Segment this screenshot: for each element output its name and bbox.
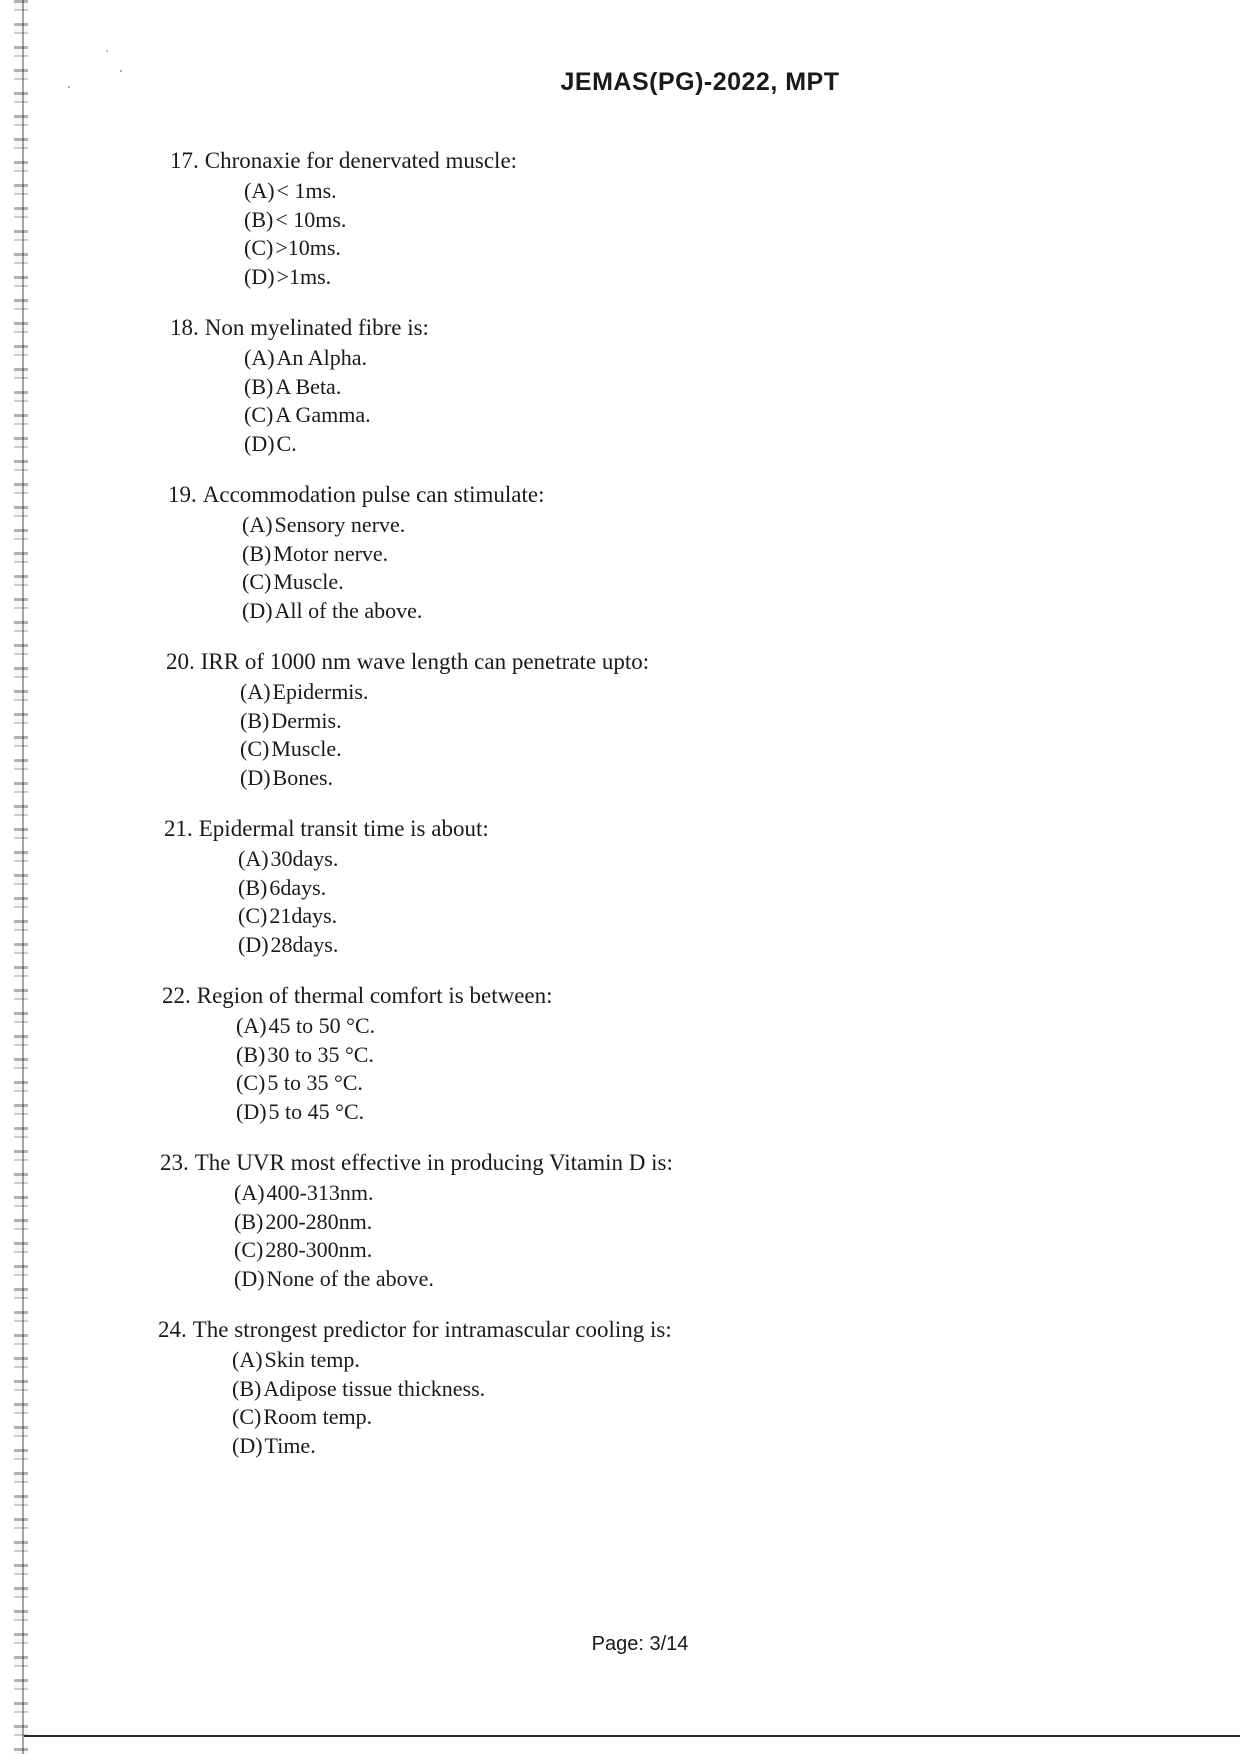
option-list [234, 1179, 1070, 1293]
question-item [160, 1148, 1070, 1293]
option-item [232, 1375, 1070, 1404]
option-letter: (B) [232, 1375, 262, 1401]
question-item [158, 1315, 1070, 1460]
option-letter: (D) [232, 1432, 263, 1458]
option-letter: (D) [236, 1098, 267, 1124]
option-letter: (C) [244, 402, 274, 427]
question-text: Accommodation pulse can stimulate: [202, 482, 545, 507]
option-list [238, 845, 1070, 959]
option-letter: (B) [236, 1041, 266, 1067]
question-number: 20. [166, 649, 195, 674]
option-item [232, 1432, 1070, 1461]
option-item [234, 1208, 1070, 1237]
question-number: 24. [158, 1317, 187, 1342]
option-letter: (A) [232, 1347, 263, 1372]
option-text: 200-280nm. [265, 1208, 373, 1234]
question-text: Epidermal transit time is about: [198, 816, 489, 841]
question-stem [160, 1148, 1070, 1177]
option-text: Muscle. [271, 736, 342, 761]
scan-binding-line [22, 0, 24, 1754]
question-text: Chronaxie for denervated muscle: [204, 148, 518, 173]
option-letter: (A) [242, 512, 273, 537]
option-item [232, 1403, 1070, 1432]
option-text: A Gamma. [275, 402, 371, 427]
scan-binding-edge [14, 0, 28, 1754]
option-letter: (D) [240, 764, 271, 790]
option-text: Epidermis. [272, 679, 369, 704]
option-text: Sensory nerve. [274, 512, 406, 537]
option-item [240, 678, 1070, 707]
option-item [236, 1098, 1070, 1127]
question-stem [170, 146, 1070, 175]
question-number: 21. [164, 816, 193, 841]
option-item [238, 931, 1070, 960]
exam-title: JEMAS(PG)-2022, MPT [560, 68, 840, 96]
option-letter: (C) [234, 1237, 264, 1262]
page-footer [0, 1633, 1240, 1656]
option-text: None of the above. [266, 1265, 434, 1291]
option-item [244, 177, 1070, 206]
option-text: < 10ms. [275, 206, 347, 232]
option-letter: (C) [236, 1070, 266, 1095]
option-item [238, 845, 1070, 874]
option-list [242, 511, 1070, 625]
question-text: The strongest predictor for intramascular cooling is: [192, 1317, 672, 1342]
question-stem [170, 313, 1070, 342]
option-letter: (B) [240, 707, 270, 733]
option-letter: (C) [238, 903, 268, 928]
option-letter: (C) [232, 1404, 262, 1429]
question-stem [164, 814, 1070, 843]
question-text: IRR of 1000 nm wave length can penetrate upto: [200, 649, 650, 674]
option-letter: (D) [234, 1265, 265, 1291]
option-letter: (A) [236, 1013, 267, 1038]
question-number: 17. [170, 148, 199, 173]
option-item [232, 1346, 1070, 1375]
bottom-border-line [24, 1735, 1240, 1737]
option-item [234, 1179, 1070, 1208]
option-text: 30 to 35 °C. [267, 1041, 374, 1067]
option-item [234, 1236, 1070, 1265]
option-list [244, 344, 1070, 458]
option-letter: (B) [244, 206, 274, 232]
question-text: The UVR most effective in producing Vitamin D is: [194, 1150, 673, 1175]
option-text: A Beta. [275, 373, 342, 399]
option-list [232, 1346, 1070, 1460]
option-text: 30days. [270, 846, 339, 871]
option-text: 21days. [269, 903, 338, 928]
option-letter: (B) [244, 373, 274, 399]
option-item [234, 1265, 1070, 1294]
question-item [170, 146, 1070, 291]
option-text: Dermis. [271, 707, 342, 733]
option-item [240, 707, 1070, 736]
option-letter: (D) [238, 931, 269, 957]
question-stem [168, 480, 1070, 509]
question-item [166, 647, 1070, 792]
question-number: 22. [162, 983, 191, 1008]
question-stem [166, 647, 1070, 676]
option-item [242, 540, 1070, 569]
question-item [162, 981, 1070, 1126]
option-text: Adipose tissue thickness. [263, 1375, 486, 1401]
question-number: 23. [160, 1150, 189, 1175]
document-header [0, 68, 1240, 97]
option-text: All of the above. [274, 597, 423, 623]
option-letter: (C) [240, 736, 270, 761]
question-item [168, 480, 1070, 625]
option-item [244, 344, 1070, 373]
option-list [244, 177, 1070, 291]
option-text: 5 to 35 °C. [267, 1070, 363, 1095]
option-text: 280-300nm. [265, 1237, 373, 1262]
option-text: >10ms. [275, 235, 341, 260]
option-list [236, 1012, 1070, 1126]
option-item [244, 401, 1070, 430]
option-item [236, 1012, 1070, 1041]
option-item [238, 874, 1070, 903]
option-item [240, 735, 1070, 764]
option-letter: (A) [238, 846, 269, 871]
option-letter: (C) [244, 235, 274, 260]
option-letter: (A) [244, 345, 275, 370]
option-letter: (D) [244, 430, 275, 456]
option-text: An Alpha. [276, 345, 367, 370]
option-item [244, 263, 1070, 292]
option-text: 6days. [269, 874, 327, 900]
option-item [242, 597, 1070, 626]
option-text: C. [276, 430, 297, 456]
option-letter: (A) [240, 679, 271, 704]
option-text: >1ms. [276, 263, 332, 289]
question-text: Non myelinated fibre is: [204, 315, 429, 340]
option-item [244, 430, 1070, 459]
option-list [240, 678, 1070, 792]
option-text: Bones. [272, 764, 334, 790]
question-list [158, 146, 1070, 1482]
question-text: Region of thermal comfort is between: [196, 983, 553, 1008]
question-stem [158, 1315, 1070, 1344]
option-text: 5 to 45 °C. [268, 1098, 365, 1124]
option-text: Muscle. [273, 569, 344, 594]
option-text: 45 to 50 °C. [268, 1013, 376, 1038]
option-item [238, 902, 1070, 931]
option-item [242, 511, 1070, 540]
option-letter: (A) [244, 178, 275, 203]
question-stem [162, 981, 1070, 1010]
option-letter: (B) [234, 1208, 264, 1234]
page-number: Page: 3/14 [591, 1633, 689, 1655]
option-letter: (D) [244, 263, 275, 289]
option-item [236, 1069, 1070, 1098]
question-number: 18. [170, 315, 199, 340]
option-text: 28days. [270, 931, 339, 957]
option-text: Room temp. [263, 1404, 373, 1429]
option-text: < 1ms. [276, 178, 337, 203]
option-text: 400-313nm. [266, 1180, 374, 1205]
option-item [244, 206, 1070, 235]
option-letter: (C) [242, 569, 272, 594]
option-text: Time. [264, 1432, 316, 1458]
option-item [236, 1041, 1070, 1070]
question-number: 19. [168, 482, 197, 507]
question-item [164, 814, 1070, 959]
option-item [240, 764, 1070, 793]
option-text: Motor nerve. [273, 540, 389, 566]
option-letter: (B) [238, 874, 268, 900]
question-item [170, 313, 1070, 458]
scan-speck [106, 50, 108, 52]
option-letter: (A) [234, 1180, 265, 1205]
option-letter: (B) [242, 540, 272, 566]
option-item [242, 568, 1070, 597]
option-item [244, 234, 1070, 263]
option-text: Skin temp. [264, 1347, 360, 1372]
option-item [244, 373, 1070, 402]
option-letter: (D) [242, 597, 273, 623]
